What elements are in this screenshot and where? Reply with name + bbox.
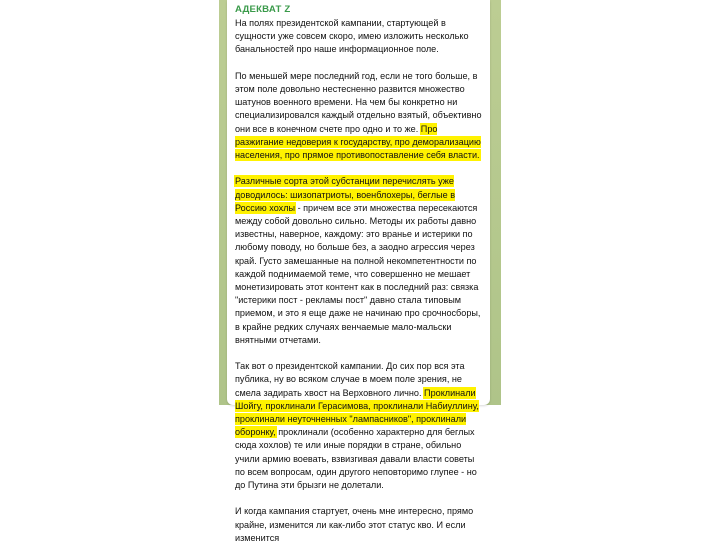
- paragraph-3-text: - причем все эти множества пересекаются между собой довольно сильно. Методы их работы давно известны, наверное, каждому: это вранье и истерики по любому поводу, но больше без, а заодно агрессия через край. Густо замешанные на полной некомпетентности по каждой поднимаемой теме, что совершенно не мешает монетизировать этот контент как в последний раз: связка "истерики пост - рекламы пост" давно стала типовым приемом, и это я еще даже не начинаю про срочносборы, в крайне редких случаях венчаемые мало-мальски внятными отчетами.: [235, 202, 481, 345]
- paragraph-3: [235, 175, 485, 347]
- highlight-distrust: Про разжигание недоверия к государству, про деморализацию населения, про прямое противопоставление себя власти.: [235, 123, 481, 161]
- highlight-cursed: Проклинали Шойгу, проклинали Герасимова, проклинали Набиуллину, проклинали неуточненных "лампасников", проклинали оборонку,: [235, 387, 479, 438]
- paragraph-4: [235, 360, 485, 492]
- channel-name[interactable]: АДЕКВАТ Z: [235, 4, 291, 15]
- paragraph-5: И когда кампания стартует, очень мне интересно, прямо крайне, изменится ли как-либо этот статус кво. И если изменится: [235, 506, 474, 543]
- paragraph-1: На полях президентской кампании, стартующей в сущности уже совсем скоро, имею изложить несколько банальностей про наше информационное поле.: [235, 18, 469, 55]
- paragraph-2: [235, 70, 485, 162]
- highlight-varieties: Различные сорта этой субстанции перечислять уже доводилось: шизопатриоты, военблохеры, беглые в Россию хохлы: [235, 176, 456, 213]
- message-bubble[interactable]: [227, 0, 490, 543]
- message-text: [235, 17, 485, 558]
- paragraph-2-text: По меньшей мере последний год, если не того больше, в этом поле довольно нестесненно развится множество шатунов военного времени. На чем бы конкретно ни специализировался каждый отдельно взятый, объективно они все в конечном счете про одно и то же.: [235, 70, 482, 134]
- paragraph-4-rest: проклинали (особенно характерно для беглых сюда хохлов) те или иные порядки в стране, обильно учили армию воевать, взвизгивая давали власти советы по всем вопросам, один другого неповторимо глупее - но до Путина эти брызги не долетали.: [235, 427, 477, 491]
- paragraph-4-text: Так вот о президентской кампании. До сих пор вся эта публика, ну во всяком случае в моем поле зрения, не смела задирать хвост на Верховного лично.: [235, 361, 465, 398]
